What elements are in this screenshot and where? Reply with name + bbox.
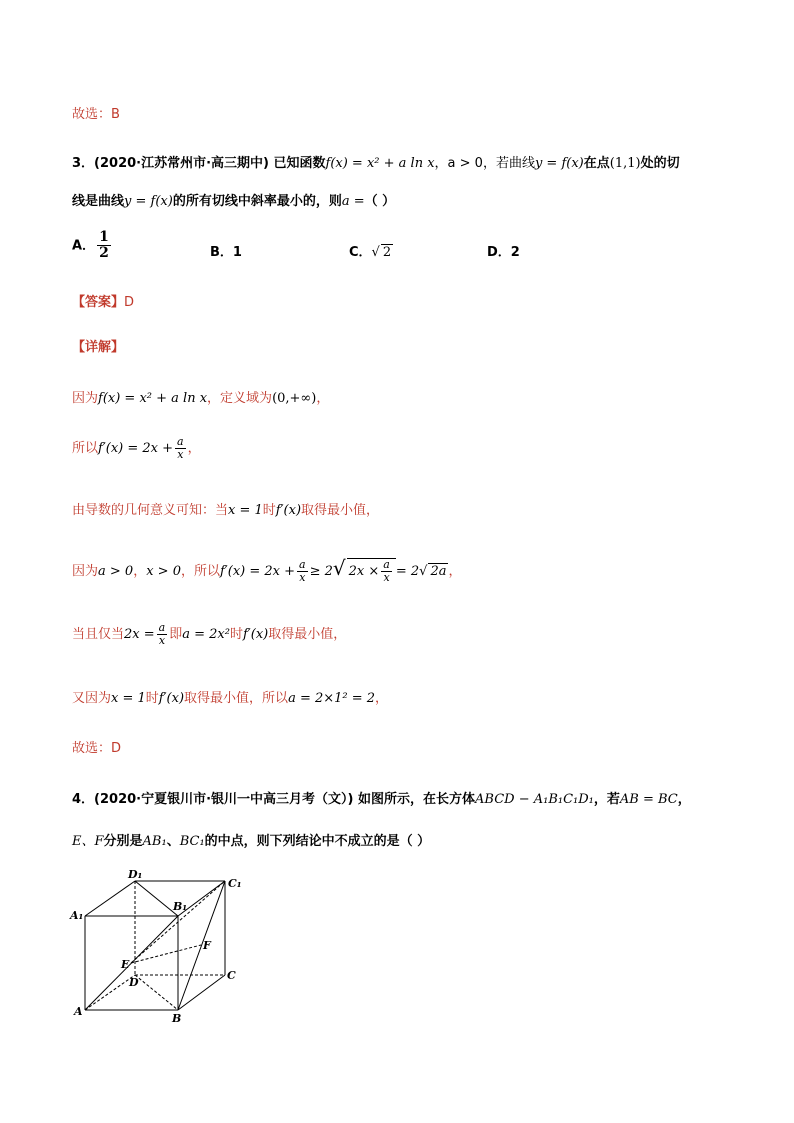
s2-a: 所以 [72, 441, 99, 457]
s4-den-2: x [383, 571, 390, 584]
q3-option-c [349, 241, 393, 260]
q3-option-b: B．1 [210, 245, 242, 260]
label-d1: D₁ [128, 868, 143, 881]
q3-point: (1,1) [609, 156, 641, 171]
final-answer: 故选：D [72, 741, 122, 756]
s4-sep: ， [133, 564, 147, 579]
q3-line2-end: （ ） [364, 194, 396, 209]
s4-num-1: a [299, 557, 306, 571]
edge-a1-d1 [85, 881, 135, 916]
s6-c: 取得最小值，所以 [184, 691, 289, 706]
q3-option-a-num: 1 [99, 229, 109, 245]
solution-step-6 [72, 687, 388, 706]
q4-prefix: 4．(2020·宁夏银川市·银川一中高三月考（文）) 如图所示，在长方体 [72, 792, 476, 807]
s4-root-text: 2x × [348, 564, 380, 579]
s4-fraction-1 [297, 559, 308, 584]
label-b: B [172, 1012, 182, 1025]
s4-a: 因为 [72, 564, 99, 579]
q3-option-a-label: A． [72, 238, 96, 254]
s3-x: x = 1 [228, 503, 263, 518]
q4-seg1: AB₁ [142, 834, 167, 849]
q3-at-point: 在点 [583, 156, 610, 171]
s2-den: x [177, 448, 184, 462]
q3-func: f(x) = x² + a ln x [325, 156, 435, 171]
label-d: D [129, 976, 139, 989]
s6-f: f′(x) [158, 691, 185, 706]
q4-cond: ，若 [593, 792, 620, 807]
s3-c: 取得最小值， [301, 503, 380, 518]
q3-line2-curve: y = f(x) [124, 194, 173, 209]
s6-a: 又因为 [72, 691, 112, 706]
s4-den-1: x [299, 571, 306, 584]
s2-fraction [175, 436, 186, 461]
prev-answer: 故选：B [72, 107, 120, 122]
segment-e-f [131, 945, 201, 963]
s1-c: ， [316, 391, 330, 406]
s4-cond1: a > 0 [98, 564, 134, 579]
s5-c: 时 [229, 627, 243, 643]
s4-ineq: ≥ 2 [309, 564, 333, 579]
q3-line2-a: a = [341, 194, 365, 209]
q3-prefix: 3．(2020·江苏常州市·高三期中) 已知函数 [72, 156, 326, 171]
solution-step-2 [72, 436, 201, 461]
sqrt-sign: √ [371, 245, 380, 260]
s2-num: a [177, 435, 184, 448]
q3-curve: y = f(x) [534, 156, 584, 171]
s5-fraction [157, 622, 168, 647]
s4-fraction-2 [381, 559, 392, 584]
q3-line1 [72, 152, 680, 171]
s3-f: f′(x) [275, 503, 302, 518]
label-a1: A₁ [70, 909, 84, 922]
q3-line2-mid: 的所有切线中斜率最小的，则 [172, 194, 342, 209]
q3-line2 [72, 190, 395, 209]
label-f: F [203, 939, 211, 952]
q3-cond: ，a > 0，若曲线 [434, 156, 535, 171]
q3-option-d: D．2 [487, 245, 520, 260]
q4-line2-b: 分别是 [103, 834, 143, 849]
q3-line2-start: 线是曲线 [72, 194, 125, 209]
diag-d1-b1 [135, 881, 178, 916]
s4-root [347, 558, 396, 584]
s4-b: ，所以 [180, 564, 220, 579]
label-e: E [121, 958, 130, 971]
q4-ef: E、F [72, 834, 104, 849]
s3-a: 由导数的几何意义可知：当 [72, 503, 229, 518]
edge-a-d [85, 975, 135, 1010]
s4-c: ， [448, 564, 462, 579]
s5-a: 当且仅当 [72, 627, 125, 643]
s6-d: ， [375, 691, 389, 706]
s5-eq: a = 2x² [182, 627, 230, 643]
solution-step-1 [72, 387, 329, 406]
q4-line2 [72, 830, 430, 849]
label-a: A [74, 1005, 83, 1018]
q4-end1: ， [677, 792, 691, 807]
solution-step-5 [72, 622, 346, 647]
s2-b: ， [187, 441, 201, 457]
label-c: C [227, 969, 236, 982]
sqrt-sign: √ [419, 564, 428, 579]
q4-line1 [72, 788, 691, 807]
q4-eq: AB = BC [619, 792, 678, 807]
s6-eq: a = 2×1² = 2 [288, 691, 376, 706]
edge-b-c [178, 975, 225, 1010]
s5-den: x [158, 634, 166, 648]
s5-num: a [158, 621, 166, 634]
answer-value: D [124, 295, 135, 310]
answer-tag: 【答案】 [72, 295, 125, 310]
s1-b: ，定义域为 [207, 391, 273, 406]
s5-d: 取得最小值， [268, 627, 347, 643]
q4-seg2: BC₁ [179, 834, 205, 849]
solution-step-4 [72, 556, 461, 584]
cuboid-diagram [60, 858, 260, 1028]
solution-step-3 [72, 499, 379, 518]
s6-x: x = 1 [111, 691, 146, 706]
s4-func: f′(x) = 2x + [220, 564, 296, 579]
s1-func: f(x) = x² + a ln x [98, 391, 208, 406]
q3-tail1: 处的切 [640, 156, 680, 171]
q4-box: ABCD − A₁B₁C₁D₁ [475, 792, 594, 807]
diag-d-b [135, 975, 178, 1010]
label-c1: C₁ [228, 877, 242, 890]
q4-line2-c: 的中点，则下列结论中不成立的是（ ） [204, 834, 431, 849]
answer-line [72, 291, 134, 310]
label-b1: B₁ [173, 900, 188, 913]
q4-sep: 、 [166, 834, 180, 849]
q3-option-c-val: 2 [382, 245, 392, 260]
q3-option-a-fraction [97, 230, 111, 262]
s4-eq: = 2 [395, 564, 420, 579]
q3-option-a [72, 230, 113, 262]
s4-root2: 2a [430, 564, 447, 579]
s3-b: 时 [262, 503, 276, 518]
s4-cond2: x > 0 [146, 564, 181, 579]
sqrt-sign: √ [332, 556, 346, 580]
s5-f: f′(x) [242, 627, 269, 643]
s1-a: 因为 [72, 391, 99, 406]
s5-b: 即 [169, 627, 183, 643]
q3-option-a-den: 2 [99, 245, 109, 262]
detail-tag: 【详解】 [72, 340, 125, 355]
s6-b: 时 [145, 691, 159, 706]
q3-option-c-label: C． [349, 245, 372, 260]
s5-l: 2x = [124, 627, 155, 643]
s2-func: f′(x) = 2x + [98, 441, 174, 457]
s1-domain: (0,+∞) [272, 391, 317, 406]
s4-num-2: a [383, 557, 390, 571]
